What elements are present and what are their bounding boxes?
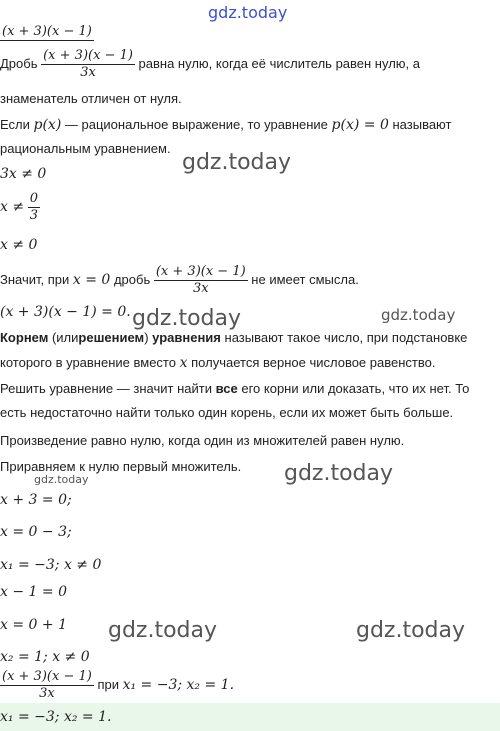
step-line: x = 0 + 1 [0, 617, 67, 633]
watermark: gdz.today [356, 618, 466, 643]
step-line: x = 0 − 3; [0, 524, 72, 540]
step-line: x₁ = −3; x ≠ 0 [0, 557, 102, 573]
product-rule: Произведение равно нулю, когда один из множителей равен нулю. [0, 433, 405, 448]
solve-definition-line2: есть недостаточно найти только один корень, если их может быть больше. [0, 405, 454, 420]
watermark: gdz.today [108, 618, 218, 643]
step-line: x + 3 = 0; [0, 492, 72, 508]
final-check-line: $\frac{(x + 3)(x - 1)}{3x}$ при x₁ = −3; x₂ = 1. [2, 669, 235, 701]
watermark: gdz.today [381, 306, 456, 324]
watermark: gdz.today [182, 150, 292, 175]
watermark: gdz.today [132, 306, 242, 331]
answer: x₁ = −3; x₂ = 1. [0, 709, 112, 725]
watermark: gdz.today [284, 461, 394, 486]
rational-definition: Если p(x) — рациональное выражение, то уравнение p(x) = 0 называют [0, 117, 452, 133]
root-definition-line2: которого в уравнение вместо x получается верное числовое равенство. [0, 355, 436, 371]
math-line: x ≠ 0 [0, 237, 38, 253]
first-factor-line: Приравняем к нулю первый множитель. [0, 459, 242, 474]
watermark: gdz.today [34, 473, 89, 486]
math-fraction-line: x ≠ $\frac{0}{3}$ [0, 191, 38, 223]
step-line: x₂ = 1; x ≠ 0 [0, 649, 90, 665]
no-sense-line: Значит, при x = 0 дробь $\frac{(x + 3)(x - 1)}{3x}$ не имеет смысла. [0, 264, 359, 296]
step-line: x − 1 = 0 [0, 584, 67, 600]
solve-definition: Решить уравнение — значит найти все его корни или доказать, что их нет. То [0, 381, 470, 396]
fraction-definition: Дробь $\frac{(x + 3)(x - 1)}{3x}$ равна нулю, когда её числитель равен нулю, а [0, 48, 420, 80]
top-fraction-fragment: (x + 3)(x − 1) [2, 24, 92, 40]
root-definition: Корнем (илирешением) уравнения называют такое число, при подстановке [0, 330, 468, 345]
fraction-definition-line2: знаменатель отличен от нуля. [0, 91, 182, 106]
rational-definition-line2: рациональным уравнением. [0, 141, 171, 156]
watermark: gdz.today [208, 3, 288, 22]
main-equation: (x + 3)(x − 1) = 0. [0, 304, 131, 320]
math-line: 3x ≠ 0 [0, 166, 47, 182]
